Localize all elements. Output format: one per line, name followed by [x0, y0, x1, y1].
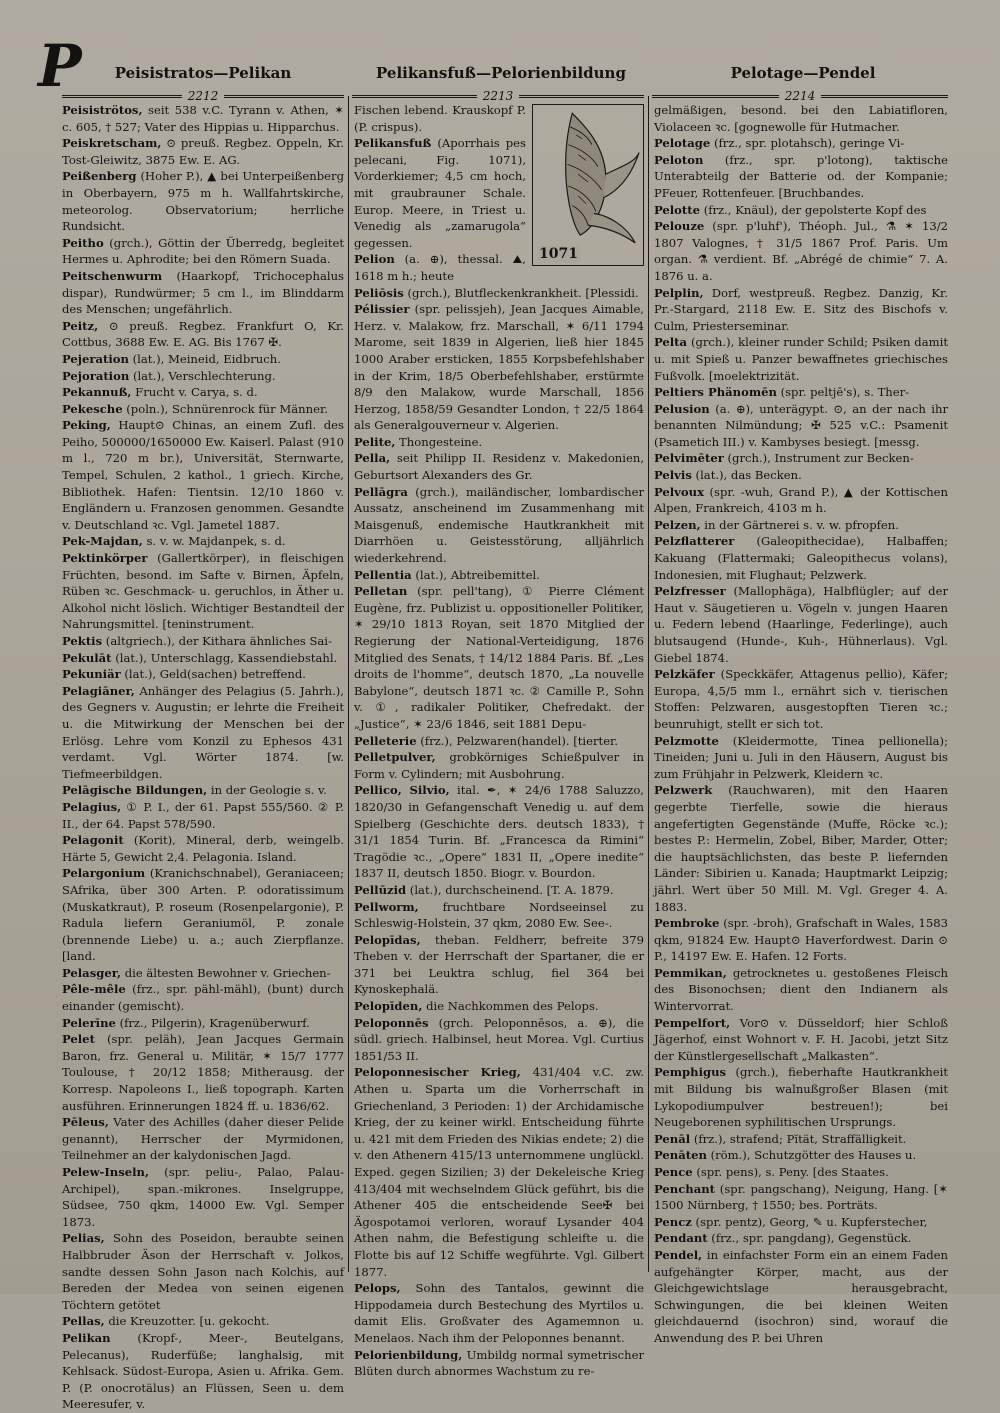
entry-headword: Pelplin, — [654, 285, 704, 300]
entry-text: theban. Feldherr, befreite 379 Theben v. der Herrschaft der Spartaner, die er 371 bei Leuktra schlug, fiel 364 bei Kynoskephalä. — [354, 932, 644, 997]
dictionary-entry — [62, 650, 344, 667]
dictionary-entry — [354, 1064, 644, 1280]
dictionary-entry — [62, 683, 344, 783]
dictionary-entry — [62, 368, 344, 385]
entry-headword: Pellico, Silvio, — [354, 783, 450, 798]
dictionary-entry — [654, 102, 948, 135]
entry-headword: Pelzwerk — [654, 783, 713, 798]
entry-text: ⊙ preuß. Regbez. Frankfurt O, Kr. Cottbus, 3688 Ew. E. AG. Bis 1767 ✠. — [62, 318, 344, 350]
entry-text: (spr. -broh), Grafschaft in Wales, 1583 qkm, 91824 Ew. Haupt⊙ Haverfordwest. Darin ⊙ P., 14197 Ew. E. Hafen. 12 Forts. — [654, 916, 948, 964]
entry-headword: Pelikan — [62, 1330, 111, 1345]
dictionary-entry — [62, 1230, 344, 1313]
dictionary-entry — [354, 567, 644, 584]
entry-text: (frz., spr. pangdang), Gegenstück. — [707, 1231, 912, 1246]
entry-headword: Pejoration — [62, 368, 130, 383]
entry-text: (Kleidermotte, Tinea pellionella); Tineiden; Juni u. Juli in den Häusern, August bis zum Frühjahr in Pelzwerk, Kleidern ꝛc. — [654, 733, 948, 781]
entry-text: die Kreuzotter. [u. gekocht. — [104, 1314, 270, 1329]
dictionary-entry — [62, 1031, 344, 1114]
entry-headword: Pembroke — [654, 916, 720, 931]
entry-headword: Pelzkäfer — [654, 667, 715, 682]
entry-headword: Peking, — [62, 418, 111, 433]
entry-headword: Peltiers Phänomēn — [654, 385, 777, 400]
dictionary-entry — [62, 981, 344, 1014]
entry-headword: Pélissier — [354, 302, 410, 317]
entry-text: Frucht v. Carya, s. d. — [131, 385, 258, 400]
dictionary-entry — [654, 384, 948, 401]
entry-text: in der Geologie s. v. — [207, 783, 327, 798]
dictionary-entry — [62, 417, 344, 533]
dictionary-entry — [62, 799, 344, 832]
entry-headword: Pelvis — [654, 468, 692, 483]
entry-text: (spr. pell'tang), ① Pierre Clément Eugène, frz. Publizist u. oppositioneller Politiker, ✶ 29/10 1813 Royan, seit 1870 Mitglied der Regierung der National-Verteidigung, 1876 Mitglied des Senats, † 14/12 1884 Paris. Bf. „Les droits de l'homme“, deutsch 1870, „La nouvelle Babylone“, deutsch 1871 ꝛc. ② Camille P., Sohn v. ①, radikaler Politiker, Chefredakt. der „Justice“, ✶ 23/6 1846, seit 1881 Depu- — [354, 584, 644, 731]
entry-text: (lat.), Verschlechterung. — [129, 368, 276, 383]
dictionary-entry — [654, 152, 948, 202]
entry-text: (spr. pens), s. Peny. [des Staates. — [692, 1165, 889, 1179]
entry-text: (Kranichschnabel), Geraniaceen; SAfrika, über 300 Arten. P. odoratissimum (Muskatkraut), P. roseum (Rosenpelargonie), P. Radula liefern Geraniumöl, P. zonale (brennende Liebe) u. a.; auch Zierpflanze. [land. — [62, 866, 344, 964]
dictionary-entry — [62, 1313, 344, 1330]
entry-text: (lat.), Unterschlagg, Kassendiebstahl. — [111, 650, 338, 665]
entry-headword: Pelion — [354, 252, 395, 267]
running-head-left: Peisistratos—Pelikan — [114, 64, 292, 82]
entry-text: (spr. peliu-, Palao, Palau-Archipel), span.-mikrones. Inselgruppe, Südsee, 750 qkm, 14000 Ew. Vgl. Semper 1873. — [62, 1165, 344, 1229]
entry-text: Thongesteine. — [395, 434, 483, 449]
entry-headword: Pelzflatterer — [654, 534, 735, 549]
entry-headword: Pektinkörper — [62, 551, 148, 566]
dictionary-entry — [354, 434, 644, 451]
entry-text: (frz., Knäul), der gepolsterte Kopf des — [700, 202, 927, 217]
entry-headword: Pelops, — [354, 1281, 401, 1296]
entry-headword: Pelzfresser — [654, 584, 726, 599]
entry-headword: Pelta — [654, 335, 688, 350]
dictionary-entry — [654, 1064, 948, 1130]
entry-headword: Pektis — [62, 634, 103, 648]
dictionary-entry — [654, 1247, 948, 1347]
dictionary-entry — [62, 533, 344, 550]
dictionary-entry — [62, 633, 344, 650]
entry-text: Haupt⊙ Chinas, an einem Zufl. des Peiho, 500000/1650000 Ew. Kaiserl. Palast (910 m l., 720 m br.), Universität, Sternwarte, Tempel, Schulen, 2 kathol., 1 griech. Kirche, Bibliothek. Hafen: Tientsin. 12/10 1860 v. Engländern u. Franzosen genommen. Gesandte v. Deutschland ꝛc. Vgl. Jametel 1887. — [62, 418, 345, 532]
entry-headword: Pelerīne — [62, 1015, 116, 1030]
dictionary-entry — [354, 899, 644, 932]
entry-text: Fischen lebend. Krauskopf P. (P. crispus). — [354, 103, 526, 134]
dictionary-entry — [62, 1330, 344, 1413]
entry-headword: Pellworm, — [354, 899, 419, 914]
dictionary-entry — [654, 1214, 948, 1231]
entry-headword: Pelzen, — [654, 517, 701, 532]
dictionary-entry — [354, 733, 644, 750]
dictionary-entry — [62, 401, 344, 418]
dictionary-entry — [62, 318, 344, 351]
entry-headword: Pelzmotte — [654, 733, 719, 748]
entry-text: in der Gärtnerei s. v. w. pfropfen. — [700, 517, 899, 532]
entry-text: (Speckkäfer, Attagenus pellio), Käfer; Europa, 4,5/5 mm l., ernährt sich v. tierischen Stoffen: Pelzwaren, ausgestopften Tieren ꝛc.; beunruhigt, stellt er sich tot. — [654, 667, 948, 731]
dictionary-entry — [62, 965, 344, 982]
dictionary-entry — [354, 301, 644, 434]
entry-headword: Pendant — [654, 1231, 708, 1246]
dictionary-entry — [354, 1347, 644, 1380]
dictionary-entry — [654, 965, 948, 1015]
entry-text: (grch.), Blutfleckenkrankheit. [Plessidi. — [403, 285, 639, 300]
entry-text: Vor⊙ v. Düsseldorf; hier Schloß Jägerhof, einst Wohnort v. F. H. Jacobi, jetzt Sitz der Künstlergesellschaft „Malkasten“. — [654, 1015, 948, 1063]
entry-text: (Hoher P.), ▲ bei Unterpeißenberg in Oberbayern, 975 m h. Wallfahrtskirche, meteorolog. Observatorium; herrliche Rundsicht. — [62, 169, 344, 234]
entry-headword: Pelite, — [354, 434, 396, 449]
entry-headword: Pellas, — [62, 1314, 105, 1329]
column-divider — [648, 96, 649, 1272]
entry-text: Sohn des Poseidon, beraubte seinen Halbbruder Äson der Herrschaft v. Jolkos, sandte dessen Sohn Jason nach Kolchis, auf Bereden der Medea von seinen eigenen Töchtern getötet — [62, 1231, 344, 1312]
dictionary-entry — [62, 102, 344, 135]
entry-headword: Pempelfort, — [654, 1015, 731, 1030]
entry-headword: Pemmikan, — [654, 965, 727, 980]
entry-text: (lat.), Geld(sachen) betreffend. — [120, 667, 306, 682]
column-right — [654, 102, 948, 1345]
dictionary-entry — [354, 882, 644, 899]
entry-headword: Pelet — [62, 1032, 95, 1047]
dictionary-entry — [354, 450, 644, 483]
dictionary-entry — [654, 334, 948, 384]
entry-headword: Pelvoux — [654, 484, 704, 499]
entry-headword: Pelew-Inseln, — [62, 1165, 149, 1179]
dictionary-entry — [654, 533, 948, 583]
entry-text: (lat.), Meineid, Eidbruch. — [128, 351, 281, 366]
entry-text: (spr. peläh), Jean Jacques Germain Baron, frz. General u. Militär, ✶ 15/7 1777 Toulouse, † 20/12 1858; Mitherausg. der Korresp. Napoleons I., ließ topograph. Karten ausführen. Erinnerungen 1824 ff. u. 1836/62. — [62, 1032, 344, 1113]
entry-headword: Pelotte — [654, 202, 701, 217]
entry-text: (spr. pentz), Georg, ✎ u. Kupferstecher, — [691, 1214, 928, 1229]
entry-headword: Penāten — [654, 1148, 707, 1163]
dictionary-entry — [354, 1280, 644, 1346]
entry-text: (Rauchwaren), mit den Haaren gegerbte Tierfelle, sowie die hieraus angefertigten Gegenstände (Muffe, Röcke ꝛc.); bestes P.: Hermelin, Zobel, Biber, Marder, Otter; die hauptsächlichsten, das beste P. liefernden Länder: Sibirien u. Kanada; Hauptmarkt Leipzig; jährl. Wert über 50 Mill. M. Vgl. Greger 4. A. 1883. — [654, 783, 948, 914]
dictionary-entry — [354, 484, 644, 567]
entry-text: (Gallertkörper), in fleischigen Früchten, besond. im Safte v. Birnen, Äpfeln, Rüben ꝛc. Geschmack- u. geruchlos, in Äther u. Alkohol nicht löslich. Wichtiger Bestandteil der Nahrungsmittel. [teninstrument. — [62, 551, 344, 632]
entry-text: (grch.), Instrument zur Becken- — [723, 451, 914, 466]
entry-text: (lat.), das Becken. — [691, 468, 802, 483]
entry-headword: Pencz — [654, 1214, 692, 1229]
entry-headword: Pelagiāner, — [62, 683, 135, 698]
entry-text: Sohn des Tantalos, gewinnt die Hippodameia durch Bestechung des Myrtilos u. damit Elis. Großvater des Agamemnon u. Menelaos. Nach ihm der Peloponnes benannt. — [354, 1281, 644, 1345]
entry-headword: Pelusion — [654, 401, 710, 416]
running-head-right: Pelotage—Pendel — [730, 64, 876, 82]
entry-text: (altgriech.), der Kithara ähnliches Sai- — [102, 634, 332, 648]
dictionary-entry — [654, 517, 948, 534]
entry-text: Umbildg normal symetrischer Blüten durch abnormes Wachstum zu re- — [354, 1347, 644, 1379]
entry-text: (grch.), mailändischer, lombardischer Aussatz, anscheinend im Zusammenhang mit Maisgenuß, endemische Hautkrankheit mit Diarrhöen u. Geistesstörung, alljährlich wiederkehrend. — [354, 484, 644, 566]
entry-headword: Peitz, — [62, 318, 99, 333]
dictionary-entry — [62, 1015, 344, 1032]
entry-text: (poln.), Schnürenrock für Männer. — [122, 401, 328, 416]
dictionary-entry — [62, 235, 344, 268]
entry-text: gelmäßigen, besond. bei den Labiatifloren, Violaceen ꝛc. [gognewolle für Hutmacher. — [654, 103, 948, 134]
entry-text: seit 538 v.C. Tyrann v. Athen, ✶ c. 605, † 527; Vater des Hippias u. Hipparchus. — [62, 103, 344, 134]
entry-headword: Pendel, — [654, 1247, 703, 1262]
entry-headword: Pek-Majdan, — [62, 534, 143, 549]
dictionary-entry — [354, 1015, 644, 1065]
entry-headword: Pellentia — [354, 567, 412, 582]
dictionary-entry — [654, 1230, 948, 1247]
entry-text: Dorf, westpreuß. Regbez. Danzig, Kr. Pr.-Stargard, 2118 Ew. E. Sitz des Bischofs v. Culm, Priesterseminar. — [654, 285, 948, 333]
entry-text: fruchtbare Nordseeinsel zu Schleswig-Holstein, 37 qkm, 2080 Ew. See-. — [354, 899, 644, 931]
dictionary-entry — [654, 1147, 948, 1164]
entry-headword: Peitho — [62, 235, 104, 250]
column-divider — [348, 96, 349, 1272]
entry-headword: Pella, — [354, 451, 391, 466]
dictionary-entry — [654, 733, 948, 783]
dictionary-entry — [654, 583, 948, 666]
entry-headword: Pelletan — [354, 584, 408, 599]
dictionary-entry — [62, 782, 344, 799]
entry-text: (spr. pangschang), Neigung, Hang. [✶ 1500 Nürnberg, † 1550; bes. Porträts. — [654, 1181, 948, 1213]
entry-headword: Pelopīden, — [354, 999, 423, 1014]
dictionary-entry — [654, 484, 948, 517]
entry-headword: Pelouze — [654, 219, 705, 234]
dictionary-entry — [654, 1164, 948, 1181]
dictionary-entry — [354, 285, 644, 302]
entry-text: die ältesten Bewohner v. Griechen- — [121, 965, 331, 980]
entry-headword: Pekesche — [62, 401, 123, 416]
entry-text: (Galeopithecidae), Halbaffen; Kakuang (Flattermaki; Galeopithecus volans), Indonesien, mit Flughaut; Pelzwerk. — [654, 534, 948, 582]
entry-text: grobkörniges Schießpulver in Form v. Cylindern; mit Ausbohrung. — [354, 750, 644, 781]
dictionary-entry — [654, 782, 948, 915]
dictionary-entry — [654, 1181, 948, 1214]
shell-illustration — [533, 105, 643, 265]
entry-headword: Peißenberg — [62, 169, 137, 184]
dictionary-entry — [654, 666, 948, 732]
entry-text: 431/404 v.C. zw. Athen u. Sparta um die Vorherrschaft in Griechenland, 3 Perioden: 1) der Archidamische Krieg, der zu keiner wirkl. Entscheidung führte u. 421 mit dem Frieden des Nikias endete; 2) die v. den Athenern 415/13 unternommene unglückl. Exped. gegen Sizilien; 3) der Dekeleische Krieg 413/404 mit wechselndem Glück geführt, bis die Athener 405 die entscheidende See✠ bei Ägospotamoi verloren, worauf Lysander 404 Athen nahm, die Befestigung schleifte u. die Flotte bis auf 12 Schiffe wegführte. Vgl. Gilbert 1877. — [354, 1065, 645, 1279]
dictionary-entry — [654, 285, 948, 335]
entry-text: (spr. -wuh, Grand P.), ▲ der Kottischen Alpen, Frankreich, 4103 m h. — [654, 484, 948, 516]
entry-text: (frz., spr. pähl-mähl), (bunt) durch einander (gemischt). — [62, 982, 344, 1014]
page-number-middle: 2213 — [482, 89, 514, 103]
entry-text: s. v. w. Majdanpek, s. d. — [142, 534, 286, 549]
entry-text: (Haarkopf, Trichocephalus dispar), Rundwürmer; 5 cm l., im Blinddarm des Menschen; ungefährlich. — [62, 268, 344, 317]
dictionary-entry — [654, 1131, 948, 1148]
dictionary-entry — [654, 135, 948, 152]
entry-headword: Penchant — [654, 1181, 715, 1196]
dictionary-entry — [62, 550, 344, 633]
dictionary-entry — [62, 168, 344, 234]
dictionary-entry — [354, 782, 644, 882]
dictionary-entry — [654, 1015, 948, 1065]
dictionary-entry — [62, 135, 344, 168]
entry-text: (Aporrhais pes pelecani, Fig. 1071), Vorderkiemer; 4,5 cm hoch, mit graubrauner Schale. Europ. Meere, in Triest u. Venedig als „zamarugola“ gegessen. — [354, 136, 526, 250]
entry-headword: Pêle-mêle — [62, 982, 126, 997]
entry-headword: Peloponnēs — [354, 1015, 429, 1030]
entry-headword: Peisiströtos, — [62, 103, 143, 117]
entry-text: die Nachkommen des Pelops. — [422, 999, 599, 1014]
entry-headword: Peiskretscham, — [62, 136, 162, 151]
entry-headword: Pellūzid — [354, 882, 407, 897]
dictionary-entry — [654, 915, 948, 965]
entry-headword: Peloton — [654, 152, 704, 167]
entry-headword: Pēleus, — [62, 1115, 109, 1130]
entry-text: (a. ⊕), unterägypt. ⊙, an der nach ihr benannten Nilmündung; ✠ 525 v.C.: Psamenit (Psametich III.) v. Kambyses besiegt. [messg. — [654, 401, 948, 449]
entry-headword: Pelias, — [62, 1231, 105, 1246]
dictionary-entry — [62, 268, 344, 318]
entry-text: Anhänger des Pelagius (5. Jahrh.), des Gegners v. Augustin; er lehrte die Freiheit u. die Mitwirkung der Menschen bei der Erlösg. Lehre vom Konzil zu Ephesos 431 verdamt. Vgl. Wörter 1874. [w. Tiefmeerbildgen. — [62, 683, 344, 781]
running-head-middle: Pelikansfuß—Pelorienbildung — [376, 64, 626, 82]
entry-headword: Penāl — [654, 1131, 691, 1146]
dictionary-entry — [62, 351, 344, 368]
entry-headword: Pellāgra — [354, 484, 408, 499]
section-letter: P — [38, 32, 82, 100]
entry-headword: Pelvimēter — [654, 451, 724, 466]
dictionary-entry — [354, 583, 644, 732]
entry-headword: Pekuniär — [62, 667, 121, 682]
entry-text: (spr. pelissjeh), Jean Jacques Aimable, Herz. v. Malakow, frz. Marschall, ✶ 6/11 1794 Marome, seit 1839 in Algerien, ließ hier 1845 1000 Araber ersticken, 1855 Korpsbefehlshaber in der Krim, 18/5 Oberbefehlshaber, erstürmte 8/9 den Malakow, wurde Marschall, 1856 Herzog, 1858/59 Gesandter London, † 22/5 1864 als Generalgouverneur v. Algerien. — [354, 302, 644, 433]
dictionary-entry — [62, 666, 344, 683]
entry-text: (spr. p'luhf'), Théoph. Jul., ⚗ ✶ 13/2 1807 Valognes, † 31/5 1867 Prof. Paris. Um organ. ⚗ verdient. Bf. „Abrégé de chimie“ 7. A. 1876 u. a. — [654, 219, 948, 283]
dictionary-entry — [62, 832, 344, 865]
entry-text: (röm.), Schutzgötter des Hauses u. — [706, 1148, 917, 1163]
entry-text: (frz., Pilgerin), Kragenüberwurf. — [115, 1015, 310, 1030]
entry-headword: Peloponnesischer Krieg, — [354, 1065, 521, 1080]
entry-text: (frz.), Pelzwaren(handel). [tierter. — [416, 733, 619, 748]
column-middle — [354, 102, 645, 1379]
entry-text: ① P. I., der 61. Papst 555/560. ② P. II., der 64. Papst 578/590. — [62, 799, 344, 831]
entry-headword: Pejeration — [62, 351, 129, 366]
shell-figure — [532, 104, 644, 266]
entry-headword: Pelagius, — [62, 799, 122, 814]
entry-text: in einfachster Form ein an einem Faden aufgehängter Körper, macht, aus der Gleichgewichtslage herausgebracht, Schwingungen, die bei kleinen Weiten gleichdauernd (isochron) sind, worauf die Anwendung des P. bei Uhren — [654, 1247, 948, 1345]
entry-headword: Peitschenwurm — [62, 268, 163, 283]
entry-headword: Pelargonium — [62, 866, 146, 881]
figure-number: 1071 — [539, 246, 578, 263]
entry-text: (Korit), Mineral, derb, weingelb. Härte 5, Gewicht 2,4. Pelagonia. Island. — [62, 833, 344, 864]
entry-headword: Pence — [654, 1165, 693, 1179]
entry-text: getrocknetes u. gestoßenes Fleisch des Bisonochsen; dient den Indianern als Wintervorrat. — [654, 965, 948, 1014]
entry-text: (frz., spr. plotahsch), geringe Vi- — [710, 136, 905, 151]
dictionary-entry — [654, 218, 948, 284]
entry-headword: Pelletpulver, — [354, 750, 436, 765]
dictionary-entry — [62, 384, 344, 401]
dictionary-entry — [654, 450, 948, 467]
entry-text: (a. ⊕), thessal. ⛰, 1618 m h.; heute — [354, 252, 526, 283]
entry-headword: Pekannuß, — [62, 385, 132, 400]
entry-text: (grch.), kleiner runder Schild; Psiken damit u. mit Spieß u. Panzer bewaffnetes griechisches Fußvolk. [moelektrizität. — [654, 335, 948, 383]
entry-text: seit Philipp II. Residenz v. Makedonien, Geburtsort Alexanders des Gr. — [354, 451, 644, 483]
entry-headword: Pelāgische Bildungen, — [62, 783, 208, 798]
dictionary-entry — [654, 467, 948, 484]
entry-headword: Pelikansfuß — [354, 136, 432, 151]
entry-headword: Pelotage — [654, 136, 711, 151]
entry-text: (grch. Peloponnēsos, a. ⊕), die südl. griech. Halbinsel, heut Morea. Vgl. Curtius 1851/53 II. — [354, 1015, 644, 1063]
dictionary-entry — [354, 932, 644, 998]
entry-headword: Pelagonit — [62, 833, 124, 848]
entry-text: (Mallophäga), Halbflügler; auf der Haut v. Säugetieren u. Vögeln v. jungen Haaren u. Federn lebend (Haarlinge, Federlinge), auch blutsaugend (Hunde-, Kuh-, Hühnerlaus). Vgl. Giebel 1874. — [654, 584, 948, 665]
entry-headword: Pelasger, — [62, 965, 122, 980]
dictionary-entry — [62, 865, 344, 965]
dictionary-entry — [354, 749, 644, 782]
entry-headword: Pemphigus — [654, 1065, 727, 1080]
entry-headword: Pelopīdas, — [354, 932, 421, 947]
page-number-left: 2212 — [187, 89, 219, 103]
entry-text: (grch.), fieberhafte Hautkrankheit mit Bildung bis walnußgroßer Blasen (mit Lykopodiumpulver bestreuen!); bei Neugeborenen syphilitischen Ursprungs. — [654, 1065, 948, 1130]
page-number-right: 2214 — [784, 89, 816, 103]
entry-headword: Pekulāt — [62, 650, 112, 665]
entry-headword: Peliōsis — [354, 285, 404, 300]
entry-text: (frz.), strafend; Pĭtät, Straffälligkeit. — [690, 1131, 907, 1146]
entry-text: ⊙ preuß. Regbez. Oppeln, Kr. Tost-Gleiwitz, 3875 Ew. E. AG. — [62, 136, 344, 167]
dictionary-entry — [654, 401, 948, 451]
column-left — [62, 102, 345, 1412]
entry-headword: Pelorienbildung, — [354, 1347, 463, 1362]
entry-headword: Pelleterie — [354, 733, 417, 748]
entry-text: (lat.), Abtreibemittel. — [411, 567, 540, 582]
dictionary-entry — [354, 998, 644, 1015]
entry-text: ital. ✒, ✶ 24/6 1788 Saluzzo, 1820/30 in Gefangenschaft Venedig u. auf dem Spielberg (Geschichte ders. deutsch 1833), † 31/1 1854 Turin. Bf. „Francesca da Rimini“ Tragödie ꝛc., „Opere“ 1831 II, „Opere inedite“ 1837 II, deutsch 1850. Biogr. v. Bourdon. — [354, 783, 644, 881]
entry-text: (Kropf-, Meer-, Beutelgans, Pelecanus), Ruderfüße; langhalsig, mit Kehlsack. Südost-Europa, Asien u. Afrika. Gem. P. (P. onocrotälus) an Flüssen, Seen u. dem Meeresufer, v. — [62, 1330, 344, 1412]
entry-text: Vater des Achilles (daher dieser Pelide genannt), Herrscher der Myrmidonen, Teilnehmer an der kalydonischen Jagd. — [62, 1115, 344, 1163]
dictionary-entry — [62, 1114, 344, 1164]
dictionary-entry — [654, 202, 948, 219]
entry-text: (frz., spr. p'lotong), taktische Unterabteilg der Batterie od. der Kompanie; PFeuer, Rottenfeuer. [Bruchbandes. — [654, 152, 948, 200]
entry-text: (spr. peltjē's), s. Ther- — [776, 385, 910, 400]
entry-text: (grch.), Göttin der Überredg, begleitet Hermes u. Aphrodite; bei den Römern Suada. — [62, 235, 344, 267]
dictionary-entry — [62, 1164, 344, 1230]
entry-text: (lat.), durchscheinend. [T. A. 1879. — [406, 882, 614, 897]
